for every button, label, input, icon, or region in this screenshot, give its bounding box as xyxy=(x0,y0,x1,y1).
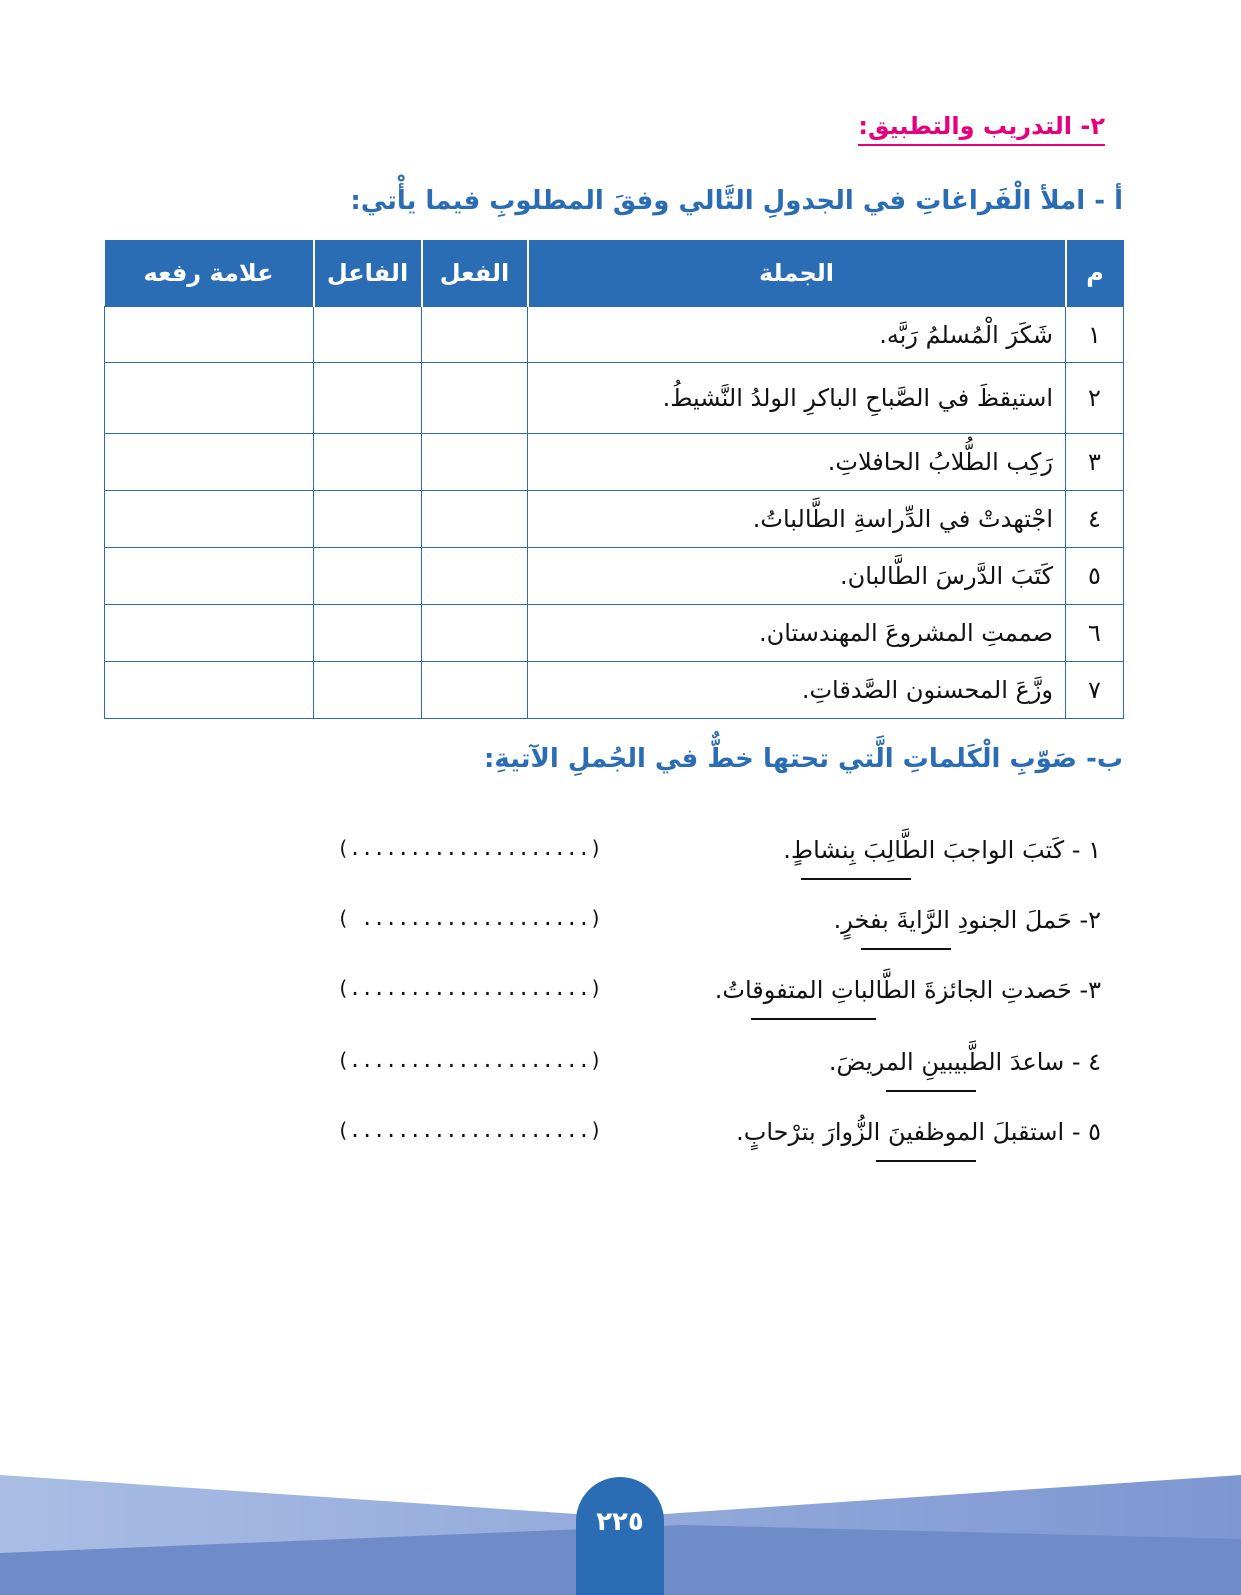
table-header-row xyxy=(105,240,1124,307)
header-sentence: الجملة xyxy=(528,240,1066,307)
page-number: ٢٢٥ xyxy=(596,1507,644,1537)
verb-cell[interactable] xyxy=(422,662,528,719)
row-number: ٧ xyxy=(1066,662,1124,719)
answer-blank[interactable]: (....................) xyxy=(337,1118,602,1142)
exercise-table xyxy=(104,240,1124,719)
row-sentence: صممتِ المشروعَ المهندستان. xyxy=(528,605,1066,662)
subject-cell[interactable] xyxy=(314,548,422,605)
mark-cell[interactable] xyxy=(105,605,314,662)
correction-item xyxy=(121,968,1101,1028)
verb-cell[interactable] xyxy=(422,363,528,434)
verb-cell[interactable] xyxy=(422,434,528,491)
row-number: ٦ xyxy=(1066,605,1124,662)
table-row xyxy=(105,548,1124,605)
row-number: ٣ xyxy=(1066,434,1124,491)
header-verb: الفعل xyxy=(422,240,528,307)
underline-mark xyxy=(876,1160,976,1162)
underline-mark xyxy=(801,878,911,880)
table-row xyxy=(105,434,1124,491)
row-sentence: وزَّعَ المحسنون الصَّدقاتِ. xyxy=(528,662,1066,719)
page-number-tab xyxy=(576,1477,664,1595)
row-number: ٥ xyxy=(1066,548,1124,605)
correction-sentence: ٢- حَملَ الجنودِ الرَّايةَ بفخرٍ. xyxy=(833,906,1101,934)
underline-mark xyxy=(861,948,951,950)
row-number: ٢ xyxy=(1066,363,1124,434)
correction-sentence: ٥ - استقبلَ الموظفينَ الزُّوارَ بترْحابٍ. xyxy=(736,1118,1101,1146)
mark-cell[interactable] xyxy=(105,307,314,363)
answer-blank[interactable]: (....................) xyxy=(337,836,602,860)
answer-blank[interactable]: (....................) xyxy=(337,976,602,1000)
mark-cell[interactable] xyxy=(105,548,314,605)
subject-cell[interactable] xyxy=(314,307,422,363)
table-row xyxy=(105,363,1124,434)
correction-sentence: ٣- حَصدتِ الجائزةَ الطَّالباتِ المتفوقاتُ. xyxy=(714,976,1101,1004)
subject-cell[interactable] xyxy=(314,662,422,719)
mark-cell[interactable] xyxy=(105,363,314,434)
correction-sentence: ٤ - ساعدَ الطَّبيبينِ المريضَ. xyxy=(828,1048,1101,1076)
table-row xyxy=(105,662,1124,719)
section-title: ٢- التدريب والتطبيق: xyxy=(858,112,1105,146)
table-row xyxy=(105,605,1124,662)
row-number: ١ xyxy=(1066,307,1124,363)
correction-item xyxy=(121,1040,1101,1100)
table-row xyxy=(105,491,1124,548)
correction-item xyxy=(121,828,1101,888)
answer-blank[interactable]: (....................) xyxy=(337,1048,602,1072)
subject-cell[interactable] xyxy=(314,434,422,491)
verb-cell[interactable] xyxy=(422,491,528,548)
part-b-heading: ب- صَوّبِ الْكَلماتِ الَّتي تحتها خطٌّ في الجُملِ الآتيةِ: xyxy=(483,744,1123,774)
correction-sentence: ١ - كَتبَ الواجبَ الطَّالِبَ بِنشاطٍ. xyxy=(783,836,1101,864)
row-sentence: شَكَرَ الْمُسلمُ رَبَّه. xyxy=(528,307,1066,363)
answer-blank[interactable]: ( ...................) xyxy=(337,906,602,930)
header-subject: الفاعل xyxy=(314,240,422,307)
underline-mark xyxy=(886,1090,976,1092)
part-a-heading: أ - املأ الْفَراغاتِ في الجدولِ التَّالي وفقَ المطلوبِ فيما يأْتي: xyxy=(350,186,1123,216)
subject-cell[interactable] xyxy=(314,605,422,662)
underline-mark xyxy=(751,1018,876,1020)
header-num: م xyxy=(1066,240,1124,307)
correction-item xyxy=(121,898,1101,958)
verb-cell[interactable] xyxy=(422,548,528,605)
row-sentence: كَتَبَ الدَّرسَ الطَّالبان. xyxy=(528,548,1066,605)
row-sentence: اجْتهدتْ في الدِّراسةِ الطَّالباتُ. xyxy=(528,491,1066,548)
table-row xyxy=(105,307,1124,363)
mark-cell[interactable] xyxy=(105,491,314,548)
subject-cell[interactable] xyxy=(314,363,422,434)
header-mark: علامة رفعه xyxy=(105,240,314,307)
row-sentence: استيقظَ في الصَّباحِ الباكرِ الولدُ النَّشيطُ. xyxy=(528,363,1066,434)
mark-cell[interactable] xyxy=(105,434,314,491)
verb-cell[interactable] xyxy=(422,605,528,662)
mark-cell[interactable] xyxy=(105,662,314,719)
row-sentence: رَكِب الطُّلابُ الحافلاتِ. xyxy=(528,434,1066,491)
verb-cell[interactable] xyxy=(422,307,528,363)
subject-cell[interactable] xyxy=(314,491,422,548)
row-number: ٤ xyxy=(1066,491,1124,548)
correction-item xyxy=(121,1110,1101,1170)
